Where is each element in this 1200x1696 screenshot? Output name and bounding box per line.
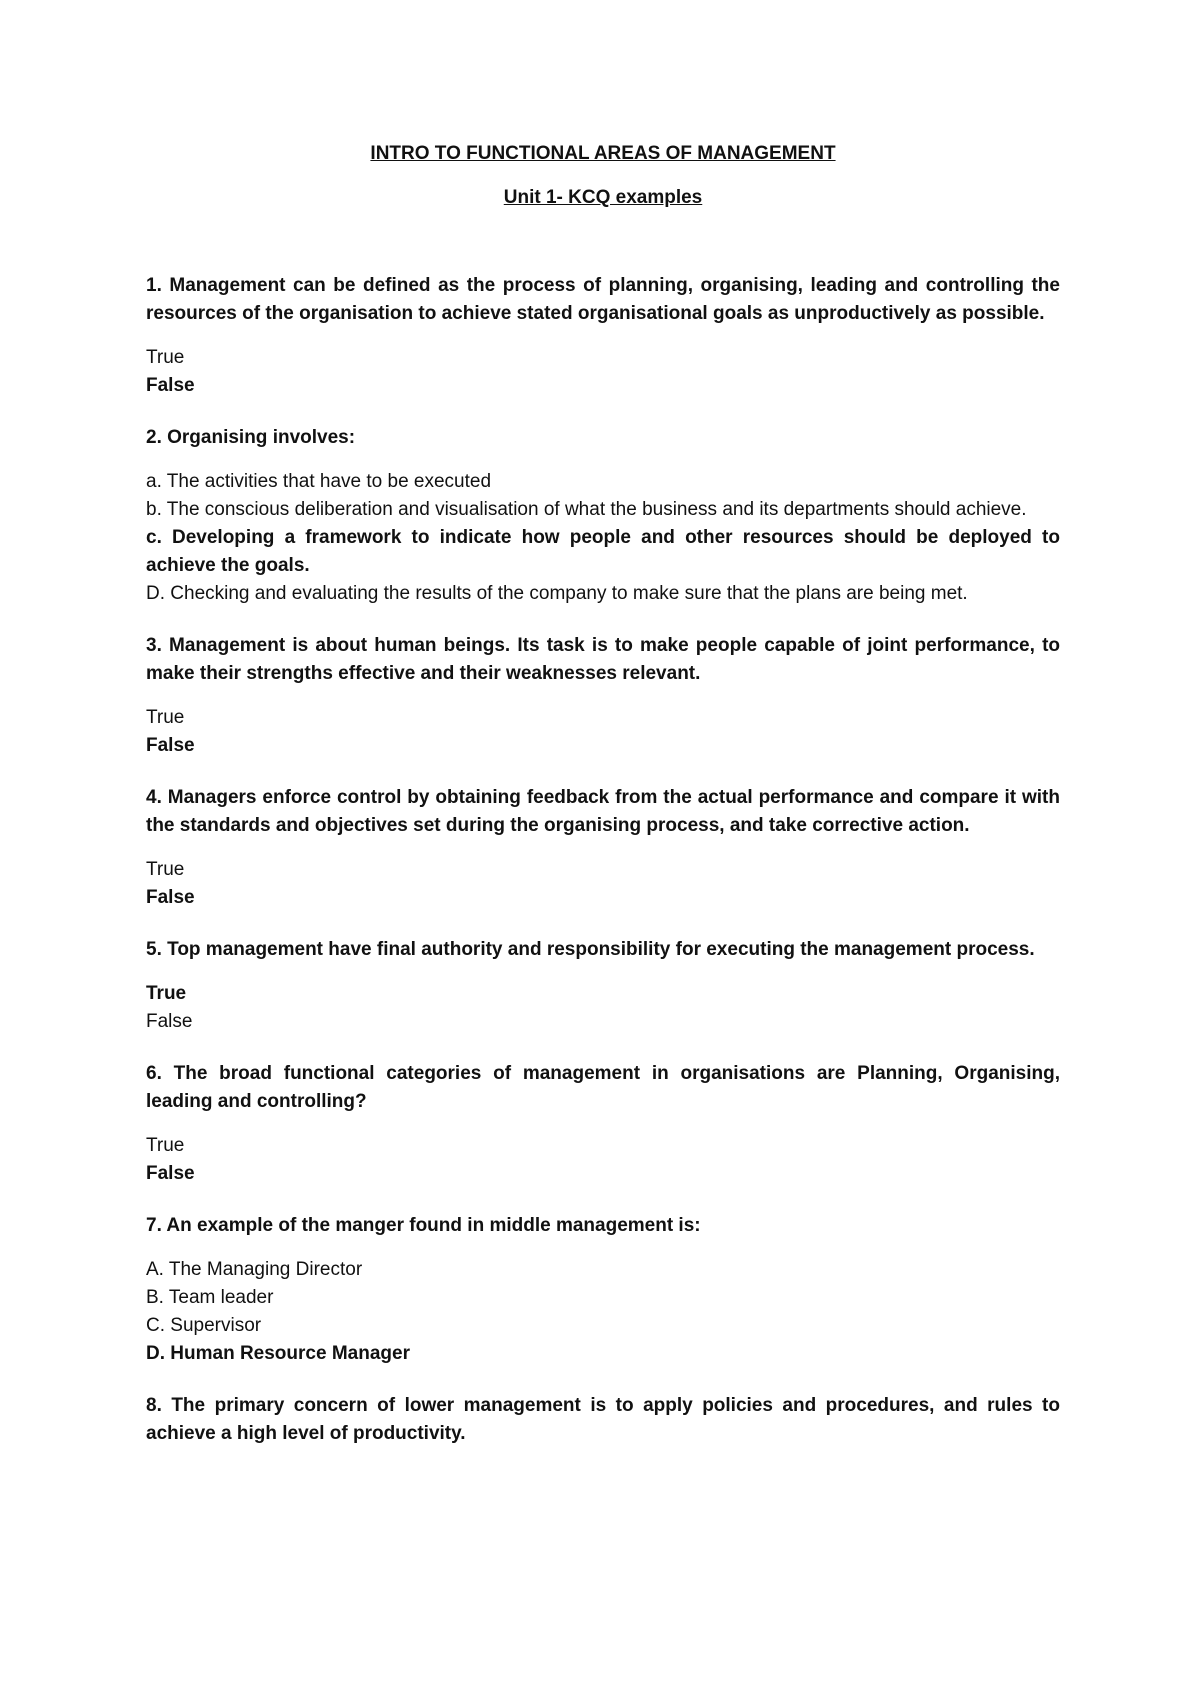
- answer-option: True: [146, 347, 185, 368]
- answer-options: [146, 468, 1060, 608]
- answer-options: [146, 980, 1060, 1036]
- answer-option-correct: False: [146, 375, 195, 396]
- answer-option-correct: c. Developing a framework to indicate how people and other resources should be deployed to achieve the goals.: [146, 527, 1060, 576]
- question-5: [146, 936, 1060, 1036]
- answer-option-correct: D. Human Resource Manager: [146, 1343, 410, 1364]
- question-3: [146, 632, 1060, 760]
- question-text: 6. The broad functional categories of management in organisations are Planning, Organising, leading and controlling?: [146, 1063, 1060, 1112]
- answer-option: D. Checking and evaluating the results of the company to make sure that the plans are being met.: [146, 583, 968, 604]
- answer-options: [146, 1256, 1060, 1368]
- question-text: 1. Management can be defined as the process of planning, organising, leading and controlling the resources of the organisation to achieve stated organisational goals as unproductively as possible.: [146, 275, 1060, 324]
- answer-option: C. Supervisor: [146, 1315, 262, 1336]
- answer-option-correct: False: [146, 735, 195, 756]
- answer-options: [146, 344, 1060, 400]
- answer-option: A. The Managing Director: [146, 1259, 363, 1280]
- question-text: 8. The primary concern of lower management is to apply policies and procedures, and rules to achieve a high level of productivity.: [146, 1395, 1060, 1444]
- answer-option-correct: False: [146, 887, 195, 908]
- document-subtitle: Unit 1- KCQ examples: [503, 187, 703, 208]
- question-1: [146, 272, 1060, 400]
- answer-options: [146, 1132, 1060, 1188]
- answer-options: [146, 704, 1060, 760]
- answer-options: [146, 856, 1060, 912]
- answer-option: True: [146, 859, 185, 880]
- question-6: [146, 1060, 1060, 1188]
- question-text: 2. Organising involves:: [146, 427, 356, 448]
- answer-option: True: [146, 1135, 185, 1156]
- answer-option-correct: True: [146, 983, 187, 1004]
- question-2: [146, 424, 1060, 608]
- question-text: 7. An example of the manger found in middle management is:: [146, 1215, 701, 1236]
- question-text: 5. Top management have final authority and responsibility for executing the management process.: [146, 939, 1035, 960]
- document-content: [146, 140, 1060, 1464]
- question-4: [146, 784, 1060, 912]
- answer-option-correct: False: [146, 1163, 195, 1184]
- question-text: 3. Management is about human beings. Its task is to make people capable of joint performance, to make their strengths effective and their weaknesses relevant.: [146, 635, 1060, 684]
- document-title: INTRO TO FUNCTIONAL AREAS OF MANAGEMENT: [370, 143, 836, 164]
- answer-option: b. The conscious deliberation and visualisation of what the business and its departments should achieve.: [146, 499, 1027, 520]
- question-list: [146, 272, 1060, 1448]
- question-8: [146, 1392, 1060, 1448]
- question-text: 4. Managers enforce control by obtaining feedback from the actual performance and compare it with the standards and objectives set during the organising process, and take corrective action.: [146, 787, 1060, 836]
- answer-option: B. Team leader: [146, 1287, 274, 1308]
- answer-option: True: [146, 707, 185, 728]
- answer-option: a. The activities that have to be executed: [146, 471, 492, 492]
- answer-option: False: [146, 1011, 193, 1032]
- question-7: [146, 1212, 1060, 1368]
